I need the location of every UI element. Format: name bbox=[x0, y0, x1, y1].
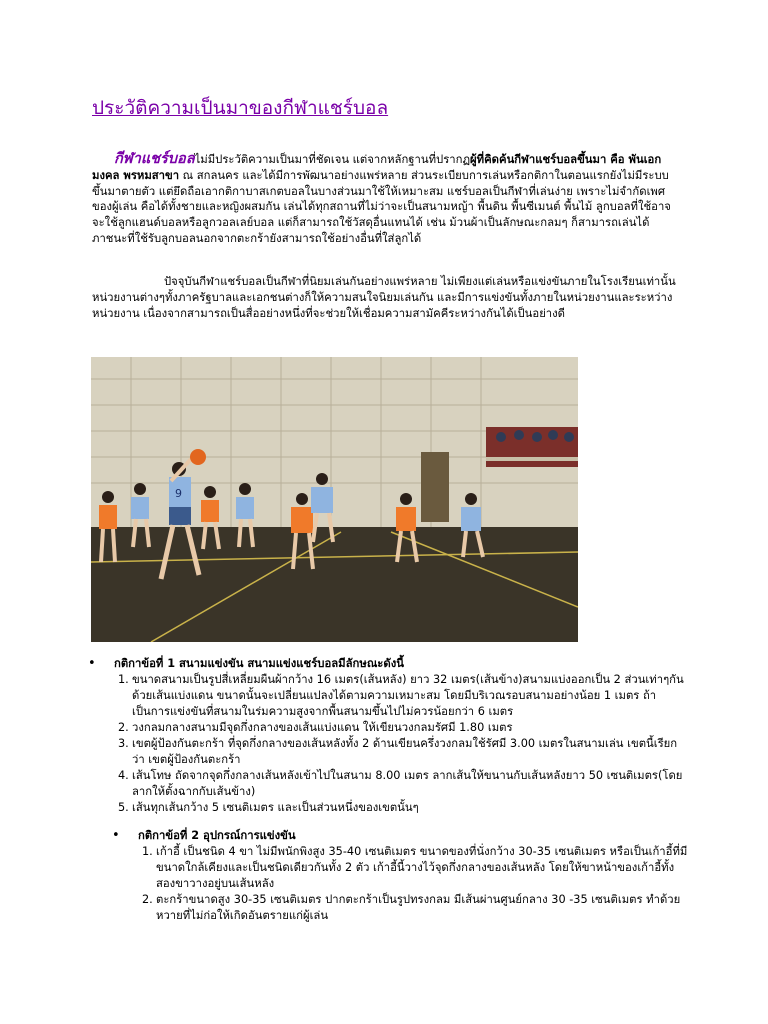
gym-floor bbox=[91, 527, 578, 642]
item-number: 3. bbox=[118, 737, 129, 750]
popularity-paragraph: ปัจจุบันกีฬาแชร์บอลเป็นกีฬาที่นิยมเล่นกันอย่างแพร่หลาย ไม่เพียงแต่เล่นหรือแข่งขันภายในโรงเรียนเท่านั้น หน่วยงานต่างๆทั้งภาครัฐบาลและเอกชนต่างก็ให้ความสนใจนิยมเล่นกัน และมีการแข่งขันทั้งภายในหน่วยงานและระหว่างหน่วยงาน เนื่องจากสามารถเป็นสื่ออย่างหนึ่งที่จะช่วยให้เชื่อมความสามัคคีระหว่างกันได้เป็นอย่างดี bbox=[92, 275, 676, 320]
rules-section bbox=[88, 656, 688, 924]
item-text: เก้าอี้ เป็นชนิด 4 ขา ไม่มีพนักพิงสูง 35-40 เซนติเมตร ขนาดของที่นั่งกว้าง 30-35 เซนติเมตร หรือเป็นเก้าอี้ที่มีขนาดใกล้เคียงและเป็นชนิดเดียวกันทั้ง 2 ตัว เก้าอี้นี้วางไว้จุดกึ่งกลางของเส้นหลัง โดยให้ขาหน้าของเก้าอี้ทั้งสองขาวางอยู่บนเส้นหลัง bbox=[156, 845, 688, 890]
item-text: เส้นโทษ ถัดจากจุดกึ่งกลางเส้นหลังเข้าไปในสนาม 8.00 เมตร ลากเส้นให้ขนานกับเส้นหลังยาว 50 เซนติเมตร(โดยลากให้ตั้งฉากกับเส้นข้าง) bbox=[132, 769, 683, 798]
page-title: ประวัติความเป็นมาของกีฬาแชร์บอล bbox=[92, 97, 389, 119]
bullet-icon: • bbox=[112, 828, 120, 843]
item-number: 2. bbox=[118, 721, 129, 734]
item-number: 5. bbox=[118, 801, 129, 814]
rule-2-section bbox=[88, 828, 688, 924]
list-item bbox=[88, 800, 688, 816]
item-text: ขนาดสนามเป็นรูปสี่เหลี่ยมผืนผ้ากว้าง 16 เมตร(เส้นหลัง) ยาว 32 เมตร(เส้นข้าง)สนามแบ่งออกเป็น 2 ส่วนเท่าๆกัน ด้วยเส้นแบ่งแดน ขนาดนั้นจะเปลี่ยนแปลงได้ตามความเหมาะสม โดยมีบริเวณรอบสนามอย่างน้อย 1 เมตร ถ้าเป็นการแข่งขันที่สนามในร่มความสูงจากพื้นสนามขึ้นไปไม่ควรน้อยกว่า 6 เมตร bbox=[132, 673, 684, 718]
bullet-icon: • bbox=[88, 656, 96, 671]
rule-1-heading: กติกาข้อที่ 1 สนามแข่งขัน สนามแข่งแชร์บอลมีลักษณะดังนี้ bbox=[114, 657, 404, 670]
list-item bbox=[112, 892, 688, 924]
balcony-rail bbox=[486, 457, 578, 461]
intro-text-c: ณ สกลนคร และได้มีการพัฒนาอย่างแพร่หลาย ส่วนระเบียบการเล่นหรือกติกาในตอนแรกยังไม่มีระบบขึ้นมาตายตัว แต่ยึดถือเอากติกาบาสเกตบอลในบางส่วนมาใช้ให้เหมาะสม แชร์บอลเป็นกีฬาที่เล่นง่าย เพราะไม่จำกัดเพศของผู้เล่น คือได้ทั้งชายและหญิงผสมกัน เล่นได้ทุกสถานที่ไม่ว่าจะเป็นสนามหญ้า พื้นดิน พื้นซีเมนต์ พื้นไม้ ลูกบอลที่ใช้อาจจะใช้ลูกแฮนด์บอลหรือลูกวอลเลย์บอล แต่ก็สามารถใช้วัสดุอื่นแทนได้ เช่น ม้วนผ้าเป็นลักษณะกลมๆ ก็สามารถเล่นได้ ภาชนะที่ใช้รับลูกบอลนอกจากตะกร้ายังสามารถใช้อย่างอื่นที่ใส่ลูกได้ bbox=[92, 168, 671, 245]
gym-door bbox=[421, 452, 449, 522]
ball-icon bbox=[190, 449, 206, 465]
list-item bbox=[88, 720, 688, 736]
lead-term: กีฬาแชร์บอล bbox=[114, 150, 195, 167]
list-item bbox=[88, 768, 688, 800]
rule-2-heading: กติกาข้อที่ 2 อุปกรณ์การแข่งขัน bbox=[138, 829, 296, 842]
list-item bbox=[88, 672, 688, 720]
intro-paragraph bbox=[92, 151, 677, 247]
item-number: 1. bbox=[118, 673, 129, 686]
item-number: 1. bbox=[142, 845, 153, 858]
basketball-court-photo bbox=[91, 357, 578, 642]
list-item bbox=[112, 844, 688, 892]
jersey-number: 9 bbox=[175, 487, 182, 500]
item-text: วงกลมกลางสนามมีจุดกึ่งกลางของเส้นแบ่งแดน ให้เขียนวงกลมรัศมี 1.80 เมตร bbox=[132, 721, 513, 734]
rule-1 bbox=[88, 656, 688, 672]
gym-scene-image bbox=[91, 357, 578, 642]
rule-1-list bbox=[88, 672, 688, 816]
item-text: เขตผู้ป้องกันตะกร้า ที่จุดกึ่งกลางของเส้นหลังทั้ง 2 ด้านเขียนครึ่งวงกลมใช้รัศมี 3.00 เมตรในสนามเล่น เขตนี้เรียกว่า เขตผู้ป้องกันตะกร้า bbox=[132, 737, 678, 766]
inventor-text: ผู้ที่คิดค้นกีฬาแชร์บอลขึ้นมา คือ พันเอกมงคล พรหมสาขา bbox=[92, 153, 662, 182]
intro-text-a: ไม่มีประวัติความเป็นมาที่ชัดเจน แต่จากหลักฐานที่ปรากฏ bbox=[194, 153, 471, 166]
item-number: 4. bbox=[118, 769, 129, 782]
item-number: 2. bbox=[142, 893, 153, 906]
list-item bbox=[88, 736, 688, 768]
item-text: ตะกร้าขนาดสูง 30-35 เซนติเมตร ปากตะกร้าเป็นรูปทรงกลม มีเส้นผ่านศูนย์กลาง 30 -35 เซนติเมตร ทำด้วยหวายที่ไม่ก่อให้เกิดอันตรายแก่ผู้เล่น bbox=[156, 893, 681, 922]
rule-2 bbox=[112, 828, 688, 844]
item-text: เส้นทุกเส้นกว้าง 5 เซนติเมตร และเป็นส่วนหนึ่งของเขตนั้นๆ bbox=[132, 801, 419, 814]
rule-2-list bbox=[112, 844, 688, 924]
